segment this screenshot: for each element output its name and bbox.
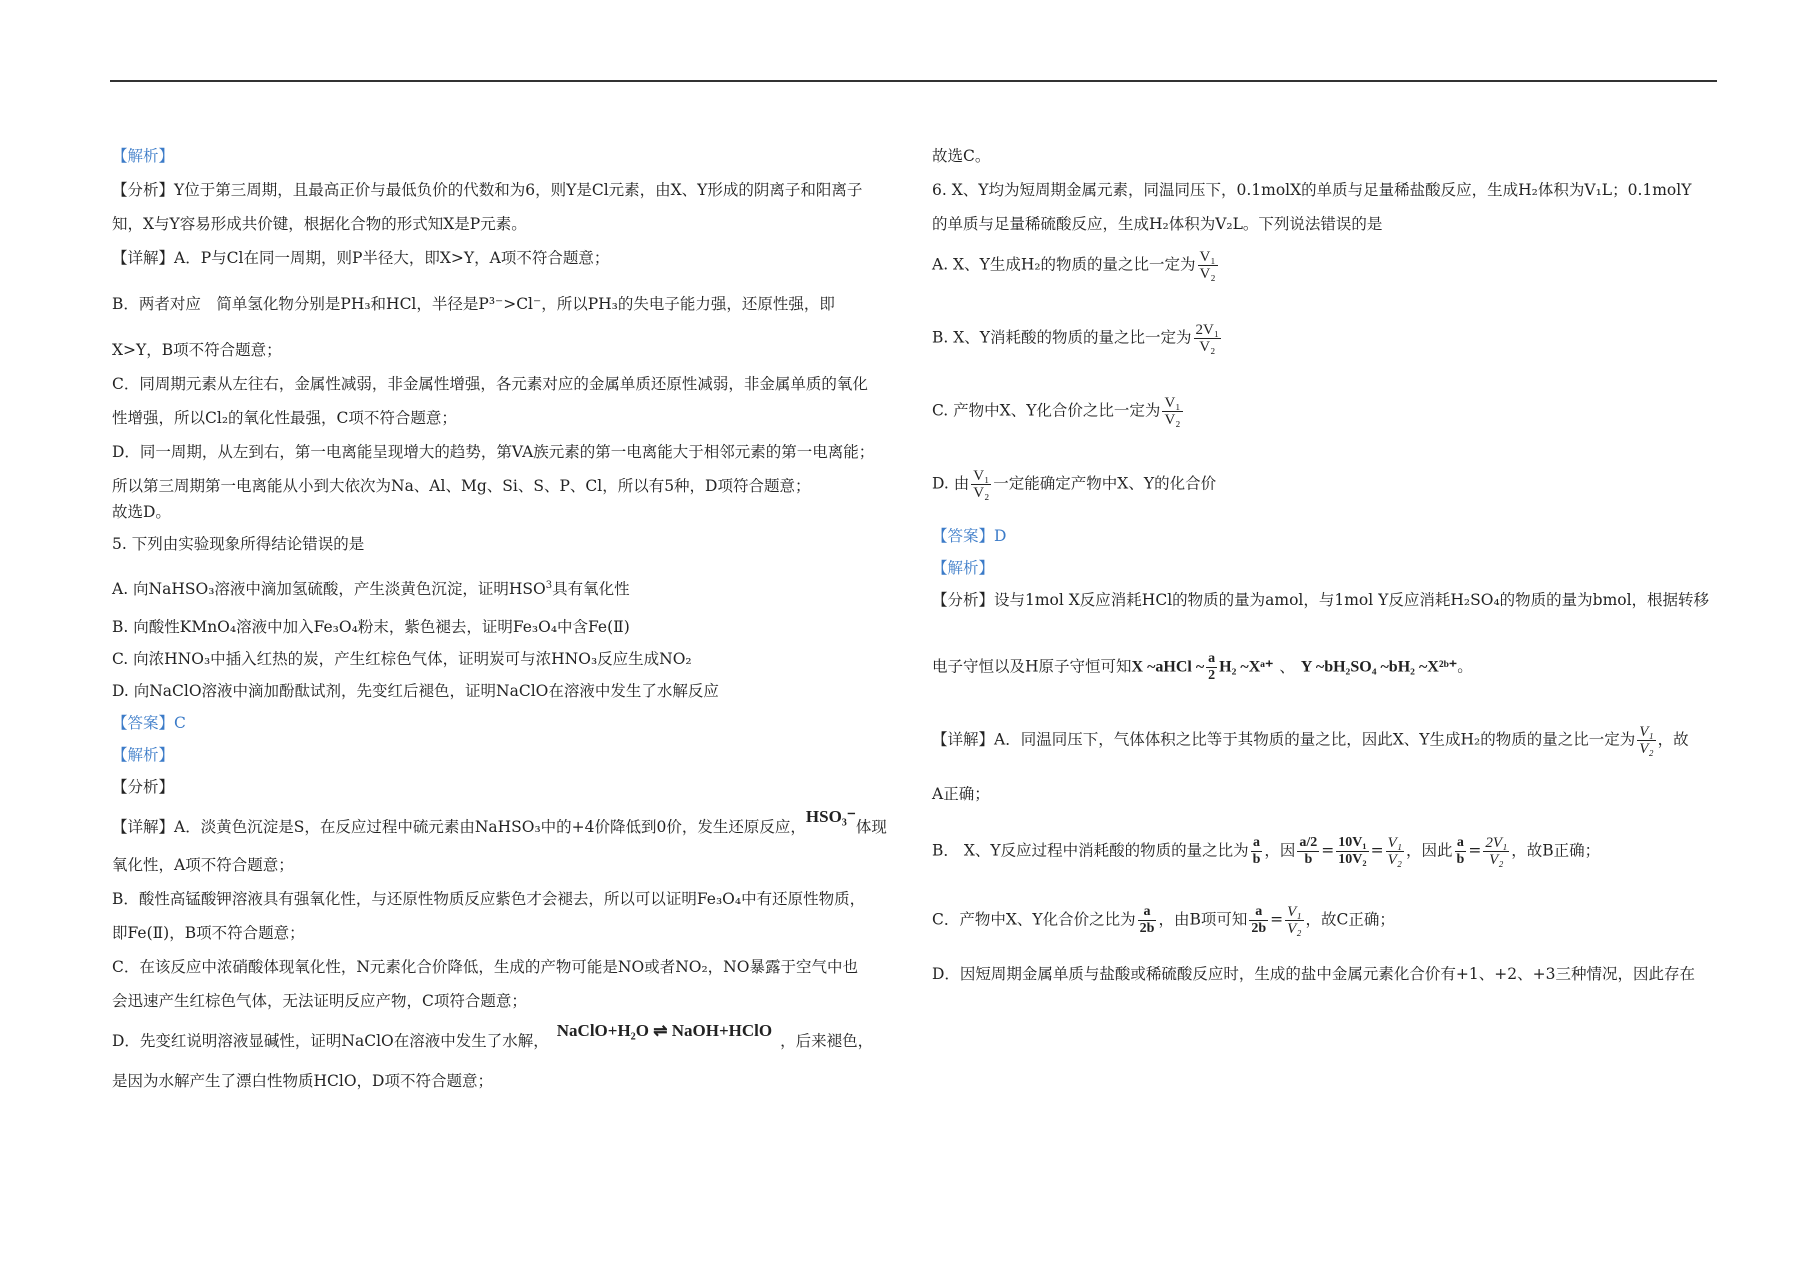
right-column	[932, 145, 1722, 985]
option-b: B. X、Y消耗酸的物质的量之比一定为 $\frac{\text{2V₁}}{\text{V₂}}$	[932, 322, 1220, 355]
hso3-formula: HSO₃⁻	[805, 807, 856, 826]
text-line: 电子守恒以及H原子守恒可知X ~aHCl ~ $\frac{a}{2}$ H₂ ~Xᵃ⁺ 、 Y ~bH₂SO₄ ~bH₂ ~X²ᵇ⁺。	[932, 651, 1473, 683]
option-c: C. 向浓HNO₃中插入红热的炭，产生红棕色气体，证明炭可与浓HNO₃反应生成NO₂	[112, 650, 692, 668]
text-line: 【分析】设与1mol X反应消耗HCl的物质的量为amol，与1mol Y反应消耗H₂SO₄的物质的量为bmol，根据转移	[932, 591, 1710, 609]
text-line: 的单质与足量稀硫酸反应，生成H₂体积为V₂L。下列说法错误的是	[932, 215, 1383, 233]
text-line: 【分析】	[112, 778, 175, 796]
text-line: 氧化性，A项不符合题意；	[112, 856, 294, 874]
text-line: D．同一周期，从左到右，第一电离能呈现增大的趋势，第VA族元素的第一电离能大于相邻元素的第一电离能；	[112, 443, 875, 461]
text-line: 【详解】A．淡黄色沉淀是S，在反应过程中硫元素由NaHSO₃中的+4价降低到0价，发生还原反应，HSO₃⁻体现	[112, 807, 887, 836]
option-b: B. 向酸性KMnO₄溶液中加入Fe₃O₄粉末，紫色褪去，证明Fe₃O₄中含Fe(Ⅱ)	[112, 618, 630, 636]
text-line: C．在该反应中浓硝酸体现氧化性，N元素化合价降低，生成的产物可能是NO或者NO₂，NO暴露于空气中也	[112, 958, 858, 976]
text-line: C．同周期元素从左往右，金属性减弱，非金属性增强，各元素对应的金属单质还原性减弱，非金属单质的氧化	[112, 375, 868, 393]
left-column	[112, 145, 902, 1092]
text-line: 性增强，所以Cl₂的氧化性最强，C项不符合题意；	[112, 409, 457, 427]
section-analysis-label: 【解析】	[112, 147, 175, 165]
header-rule	[110, 80, 1717, 82]
text-line: X>Y，B项不符合题意；	[112, 341, 282, 359]
option-d: D. 向NaClO溶液中滴加酚酞试剂，先变红后褪色，证明NaClO在溶液中发生了水解反应	[112, 682, 719, 700]
text-line: 知，X与Y容易形成共价键，根据化合物的形式知X是P元素。	[112, 215, 527, 233]
text-line: 故选D。	[112, 503, 171, 521]
text-line: B．两者对应 简单氢化物分别是PH₃和HCl，半径是P³⁻>Cl⁻，所以PH₃的失电子能力强，还原性强，即	[112, 295, 835, 313]
option-a: A. X、Y生成H₂的物质的量之比一定为 $\frac{\text{V₁}}{\text{V₂}}$	[932, 249, 1216, 282]
text-line: D．先变红说明溶液显碱性，证明NaClO在溶液中发生了水解，NaClO+H₂O ⇌ NaOH+HClO，后来褪色，	[112, 1021, 874, 1050]
text-line: B．酸性高锰酸钾溶液具有强氧化性，与还原性物质反应紫色才会褪去，所以可以证明Fe₃O₄中有还原性物质，	[112, 890, 866, 908]
option-d: D. 由 $\frac{\text{V₁}}{\text{V₂}}$ 一定能确定产物中X、Y的化合价	[932, 468, 1217, 501]
question-5: 5. 下列由实验现象所得结论错误的是	[112, 535, 365, 553]
text-line: 即Fe(Ⅱ)，B项不符合题意；	[112, 924, 305, 942]
text-line: A正确；	[932, 785, 990, 803]
section-analysis-label: 【解析】	[112, 746, 175, 764]
text-line: B． X、Y反应过程中消耗酸的物质的量之比为 $\frac{a}{b}$ ，因 $\frac{a/2}{b}$ = $\frac{\text{10V₁}}{\text{10V₂}}$ = $\frac{\text{V₁}}{\text{V₂}}$ ，因此 $\frac{a}{b}$ = $\frac{\text{2V₁}}{\text{V₂}}$ ，故B正确；	[932, 835, 1601, 868]
section-analysis-label: 【解析】	[932, 559, 995, 577]
text-line: 【分析】Y位于第三周期，且最高正价与最低负价的代数和为6，则Y是Cl元素，由X、Y形成的阴离子和阳离子	[112, 181, 863, 199]
hydrolysis-equation: NaClO+H₂O ⇌ NaOH+HClO	[556, 1021, 773, 1040]
text-line: 【详解】A．P与Cl在同一周期，则P半径大，即X>Y，A项不符合题意；	[112, 249, 610, 267]
text-line: 故选C。	[932, 147, 991, 165]
answer-label: 【答案】C	[112, 714, 186, 732]
text-line: C．产物中X、Y化合价之比为 $\frac{a}{2b}$ ，由B项可知 $\frac{a}{2b}$ = $\frac{\text{V₁}}{\text{V₂}}$ ，故C正确；	[932, 904, 1395, 937]
text-line: 会迅速产生红棕色气体，无法证明反应产物，C项符合题意；	[112, 992, 527, 1010]
answer-label: 【答案】D	[932, 527, 1007, 545]
option-c: C. 产物中X、Y化合价之比一定为 $\frac{\text{V₁}}{\text{V₂}}$	[932, 395, 1181, 428]
option-a: A. 向NaHSO₃溶液中滴加氢硫酸，产生淡黄色沉淀，证明HSO$^3$具有氧化性	[112, 580, 630, 598]
text-line: 是因为水解产生了漂白性物质HClO，D项不符合题意；	[112, 1072, 493, 1090]
text-line: 【详解】A．同温同压下，气体体积之比等于其物质的量之比，因此X、Y生成H₂的物质的量之比一定为 $\frac{\text{V₁}}{\text{V₂}}$ ，故	[932, 724, 1689, 757]
text-line: D．因短周期金属单质与盐酸或稀硫酸反应时，生成的盐中金属元素化合价有+1、+2、+3三种情况，因此存在	[932, 965, 1695, 983]
question-6: 6. X、Y均为短周期金属元素，同温同压下，0.1molX的单质与足量稀盐酸反应，生成H₂体积为V₁L；0.1molY	[932, 181, 1692, 199]
text-line: 所以第三周期第一电离能从小到大依次为Na、Al、Mg、Si、S、P、Cl，所以有5种，D项符合题意；	[112, 477, 811, 495]
